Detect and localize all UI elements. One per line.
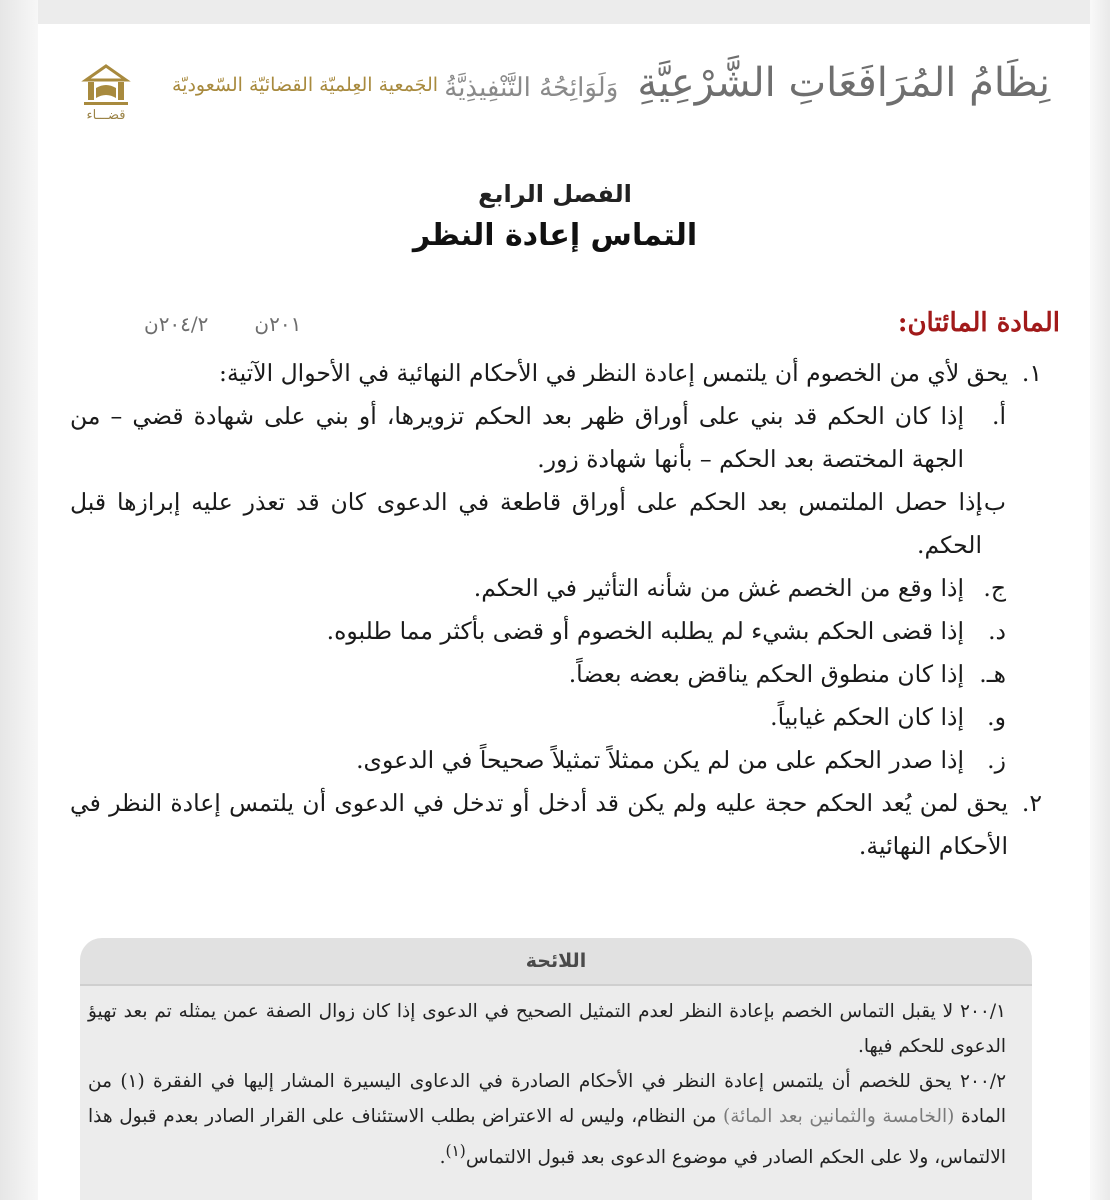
regulation-box [80,938,1032,1198]
article-body [70,352,1042,868]
article-heading [90,308,1060,348]
paragraph-2 [70,782,1042,868]
regulation-text [88,994,1006,1175]
chapter-title: التماس إعادة النظر [412,218,698,253]
item-text: إذا صدر الحكم على من لم يكن ممثلاً تمثيلاً صحيحاً في الدعوى. [356,746,964,774]
regulation-item-2-part-b: من النظام، وليس له الاعتراض بطلب الاستئناف على القرار الصادر بعدم قبول هذا الالتماس، ولا على الحكم الصادر في موضوع الدعوى بعد قبول الالتماس [88,1106,1006,1169]
item-text: إذا حصل الملتمس بعد الحكم على أوراق قاطعة في الدعوى كان قد تعذر عليه إبرازها قبل الحكم. [70,488,982,559]
society-name: الجَمعية العِلميّة القضائيّة السّعوديّة [171,74,439,96]
list-item [70,739,1042,782]
book-title [444,60,1050,106]
regulation-item-2-end: . [439,1147,446,1169]
regulation-item-2-part-a: ٢٠٠/٢ يحق للخصم أن يلتمس إعادة النظر في الأحكام الصادرة في الدعاوى اليسيرة المشار إليها في الفقرة (١) من المادة [88,1071,1007,1127]
item-text: إذا وقع من الخصم غش من شأنه التأثير في الحكم. [473,574,964,602]
book-title-main: نِظَامُ المُرَافَعَاتِ الشَّرْعِيَّةِ [637,60,1050,106]
item-letter: و. [987,703,1006,731]
list-item [70,696,1042,739]
article-references [98,312,301,336]
paragraph-number: ١. [1021,359,1042,387]
chapter-number: الفصل الرابع [478,180,632,208]
page-header [60,52,1050,132]
item-text: إذا كان الحكم قد بني على أوراق ظهر بعد الحكم تزويرها، أو بني على شهادة قضي – من الجهة المختصة بعد الحكم – بأنها شهادة زور. [70,402,964,473]
paragraph-text: يحق لأي من الخصوم أن يلتمس إعادة النظر في الأحكام النهائية في الأحوال الآتية: [219,359,1008,387]
logo-word: قضـــاء [86,108,126,123]
chapter-heading [0,180,1110,253]
list-item [70,653,1042,696]
regulation-body [80,984,1032,1200]
list-item [70,481,1042,567]
item-letter: ز. [987,746,1006,774]
item-text: إذا كان منطوق الحكم يناقض بعضه بعضاً. [568,660,964,688]
list-item [70,567,1042,610]
footnote-marker[interactable]: (١) [445,1142,466,1160]
regulation-item-1: ٢٠٠/١ لا يقبل التماس الخصم بإعادة النظر لعدم التمثيل الصحيح في الدعوى إذا كان زوال الصفة عمن يمثله تم بعد تهيؤ الدعوى للحكم فيها. [88,1001,1006,1057]
paragraph-1 [70,352,1042,395]
regulation-item-2 [88,1064,1006,1175]
book-title-sub: وَلَوَائِحُهُ التَّنْفِيذِيَّةُ [444,73,619,103]
item-letter: هـ. [979,660,1006,688]
regulation-heading: اللائحة [80,938,1032,984]
item-letter: ب. [976,488,1006,516]
list-item [70,395,1042,481]
paragraph-number: ٢. [1021,789,1042,817]
regulation-item-2-ref: (الخامسة والثمانين بعد المائة) [723,1106,955,1127]
article-ref-2: ٢٠٤/٢ن [144,312,209,336]
article-ref-1: ٢٠١ن [254,312,302,336]
list-item [70,610,1042,653]
item-letter: ج. [983,574,1006,602]
society-block [60,56,450,126]
page-edge-top [0,0,1110,24]
article-label: المادة المائتان: [897,308,1060,338]
item-letter: أ. [992,402,1006,430]
item-text: إذا قضى الحكم بشيء لم يطلبه الخصوم أو قضى بأكثر مما طلبوه. [326,617,964,645]
item-text: إذا كان الحكم غيابياً. [770,703,964,731]
paragraph-text: يحق لمن يُعد الحكم حجة عليه ولم يكن قد أدخل أو تدخل في الدعوى أن يلتمس إعادة النظر في الأحكام النهائية. [70,789,1008,860]
item-letter: د. [988,617,1006,645]
